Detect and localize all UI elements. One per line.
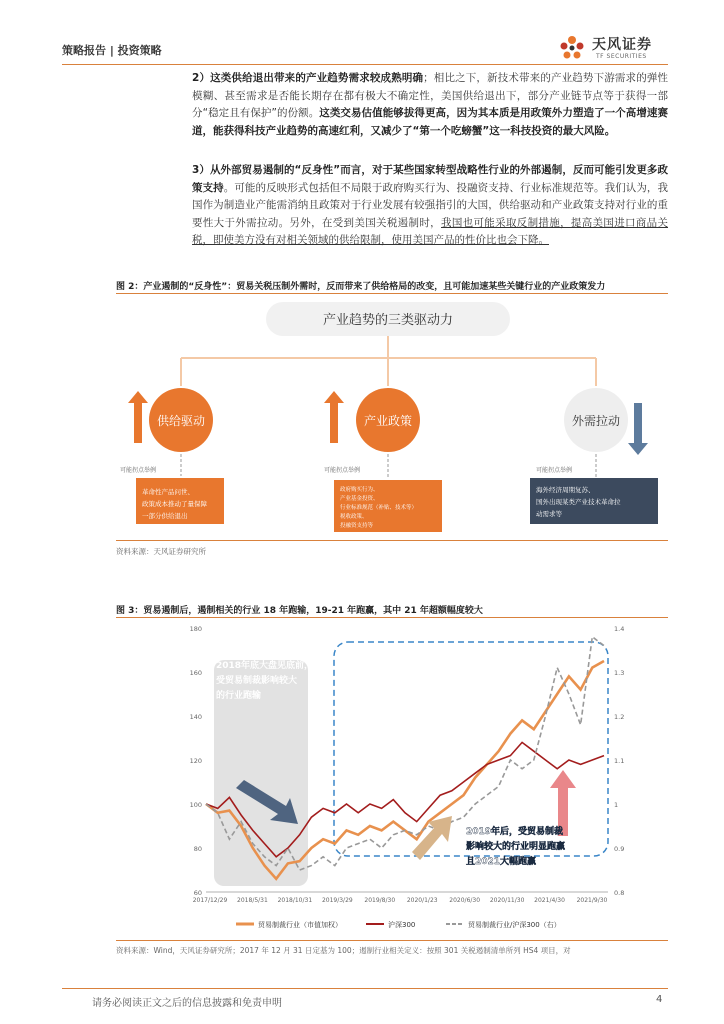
- figure-3-source: 资料来源：Wind，天风证券研究所；2017 年 12 月 31 日定基为 100；遏制行业相关定义：按照 301 关税遏制清单所列 HS4 项目，对: [116, 946, 571, 955]
- y2-tick-label: 1.1: [614, 757, 625, 765]
- up-arrow-icon: [128, 391, 148, 443]
- driver-policy-box-4: 税收政策、: [340, 514, 368, 520]
- x-tick-label: 2020/11/30: [489, 897, 525, 904]
- up-arrow-icon: [324, 391, 344, 443]
- figure-3-divider: [116, 617, 668, 618]
- y2-tick-label: 0.9: [614, 845, 625, 853]
- figure-2-diagram: [116, 296, 668, 536]
- figure-2-divider: [116, 293, 668, 294]
- annotation-2019-line-3: 且2021大幅跑赢: [466, 857, 537, 867]
- figure-3-chart: [116, 620, 668, 938]
- diagram-top-label: 产业趋势的三类驱动力: [322, 313, 454, 328]
- paragraph-3-underline: 我国也可能采取反制措施，提高美国进口商品关税，即使美方没有对相关领域的供给限制，使用美国产品的性价比也会下降。: [192, 216, 669, 246]
- driver-supply-caption: 可能拐点举例: [120, 467, 157, 474]
- y2-tick-label: 1: [614, 801, 619, 809]
- y-tick-label: 180: [189, 625, 202, 633]
- driver-external-box-3: 动需求等: [536, 510, 562, 518]
- paragraph-3: [192, 162, 668, 250]
- y2-tick-label: 1.3: [614, 669, 625, 677]
- paragraph-3-text: 。可能的反映形式包括但不局限于政府购买行为、投融资支持、行业标准规范等。我们认为，我国作为制造业产能需消纳且政策对于行业发展有较强指引的大国，供给驱动和产业政策支持对行业的重要性大于外需拉动。另外，在受到美国关税遏制时，: [192, 181, 669, 229]
- y-tick-label: 160: [189, 669, 202, 677]
- footer-disclaimer: 请务必阅读正文之后的信息披露和免责申明: [92, 998, 282, 1009]
- paragraph-3-lead: 3）从外部贸易遏制的“反身性”而言，对于某些国家转型战略性行业的外部遏制，反而可能引发更多政策支持: [192, 164, 668, 194]
- y-tick-label: 140: [189, 713, 202, 721]
- annotation-2019-line-1: 2019年后，受贸易制裁: [466, 827, 564, 837]
- driver-policy-box-3: 行业标准规范（补贴、技术等）: [340, 505, 418, 511]
- driver-policy-box-5: 投融资支持等: [340, 523, 374, 529]
- driver-policy-box-2: 产业基金投资、: [340, 496, 379, 502]
- driver-policy-box-1: 政府购买行为、: [340, 487, 379, 493]
- logo-text: 天风证券: [592, 37, 652, 53]
- paragraph-2-bold: 这类交易估值能够拔得更高，因为其本质是用政策外力塑造了一个高增速赛道，能获得科技产业趋势的高速红利，又减少了“第一个吃螃蟹”这一科技投资的最大风险。: [192, 107, 668, 137]
- figure-3-title: 图 3：贸易遏制后，遏制相关的行业 18 年跑输，19-21 年跑赢，其中 21 年超额幅度较大: [116, 606, 483, 616]
- paragraph-2: [192, 70, 668, 140]
- header-divider: [62, 64, 668, 65]
- driver-external-caption: 可能拐点举例: [536, 467, 573, 474]
- paragraph-2-lead: 2）这类供给退出带来的产业趋势需求较成熟明确: [192, 72, 424, 84]
- driver-external-box-2: 国外出现某类产业技术革命拉: [536, 498, 621, 506]
- x-tick-label: 2019/3/29: [321, 897, 353, 904]
- report-section: 策略报告 | 投资策略: [62, 44, 162, 57]
- y-tick-label: 120: [189, 757, 202, 765]
- down-arrow-icon: [628, 403, 648, 455]
- tf-logo-icon: [556, 32, 588, 64]
- y-tick-label: 60: [193, 889, 202, 897]
- y2-tick-label: 1.4: [614, 625, 625, 633]
- y-tick-label: 100: [189, 801, 202, 809]
- x-tick-label: 2020/1/23: [406, 897, 438, 904]
- driver-supply-box-1: 革命性产品问世、: [142, 488, 194, 496]
- x-tick-label: 2021/4/30: [534, 897, 565, 904]
- x-tick-label: 2019/8/30: [364, 897, 396, 904]
- figure-2-title: 图 2：产业遏制的“反身性”：贸易关税压制外需时，反而带来了供给格局的改变，且可能加速某些关键行业的产业政策发力: [116, 282, 606, 292]
- legend-label-2: 贸易制裁行业/沪深300（右）: [468, 921, 561, 929]
- annotation-2019-line-2: 影响较大的行业明显跑赢: [466, 842, 566, 852]
- legend-label-0: 贸易制裁行业（市值加权）: [258, 921, 342, 929]
- y-tick-label: 80: [193, 845, 202, 853]
- driver-policy-label: 产业政策: [363, 414, 413, 428]
- legend-label-1: 沪深300: [388, 921, 416, 929]
- driver-supply-box-3: 一部分供给退出: [142, 512, 188, 520]
- y2-tick-label: 0.8: [614, 889, 625, 897]
- company-logo: [556, 30, 668, 66]
- driver-supply-label: 供给驱动: [156, 414, 206, 428]
- driver-policy-caption: 可能拐点举例: [324, 467, 361, 474]
- x-tick-label: 2017/12/29: [192, 897, 228, 904]
- annotation-2019: [466, 825, 565, 867]
- annotation-2018-line-2: 受贸易制裁影响较大: [216, 676, 298, 686]
- x-tick-label: 2018/5/31: [237, 897, 268, 904]
- chart-legend: [236, 920, 561, 929]
- figure-2-source: 资料来源：天风证券研究所: [116, 547, 206, 556]
- paragraph-2-text: ；相比之下，新技术带来的产业趋势下游需求的弹性模糊、甚至需求是否能长期存在都有极大不确定性，美国供给退出下，部分产业链节点等于获得一部分“稳定且有保护”的份额。: [192, 72, 668, 119]
- page-header: [62, 30, 668, 66]
- driver-supply: [120, 388, 224, 524]
- logo-subtext: TF SECURITIES: [596, 53, 647, 60]
- y2-tick-label: 1.2: [614, 713, 625, 721]
- x-tick-label: 2018/10/31: [277, 897, 313, 904]
- driver-external-box-1: 海外经济周期复苏、: [536, 486, 595, 494]
- annotation-2018-line-1: 2018年底大盘见底前，: [216, 661, 314, 671]
- figure-2-bottom-divider: [116, 540, 668, 541]
- x-tick-label: 2020/6/30: [449, 897, 481, 904]
- x-tick-label: 2021/9/30: [576, 897, 608, 904]
- figure-3-bottom-divider: [116, 940, 668, 941]
- footer-divider: [62, 988, 668, 989]
- driver-policy: [324, 388, 442, 532]
- page-number: 4: [656, 994, 663, 1005]
- driver-external-label: 外需拉动: [571, 414, 621, 428]
- annotation-2018-line-3: 的行业跑输: [216, 691, 262, 701]
- driver-supply-box-2: 政策成本推动了量保障: [142, 500, 207, 508]
- driver-external-demand: [530, 388, 658, 524]
